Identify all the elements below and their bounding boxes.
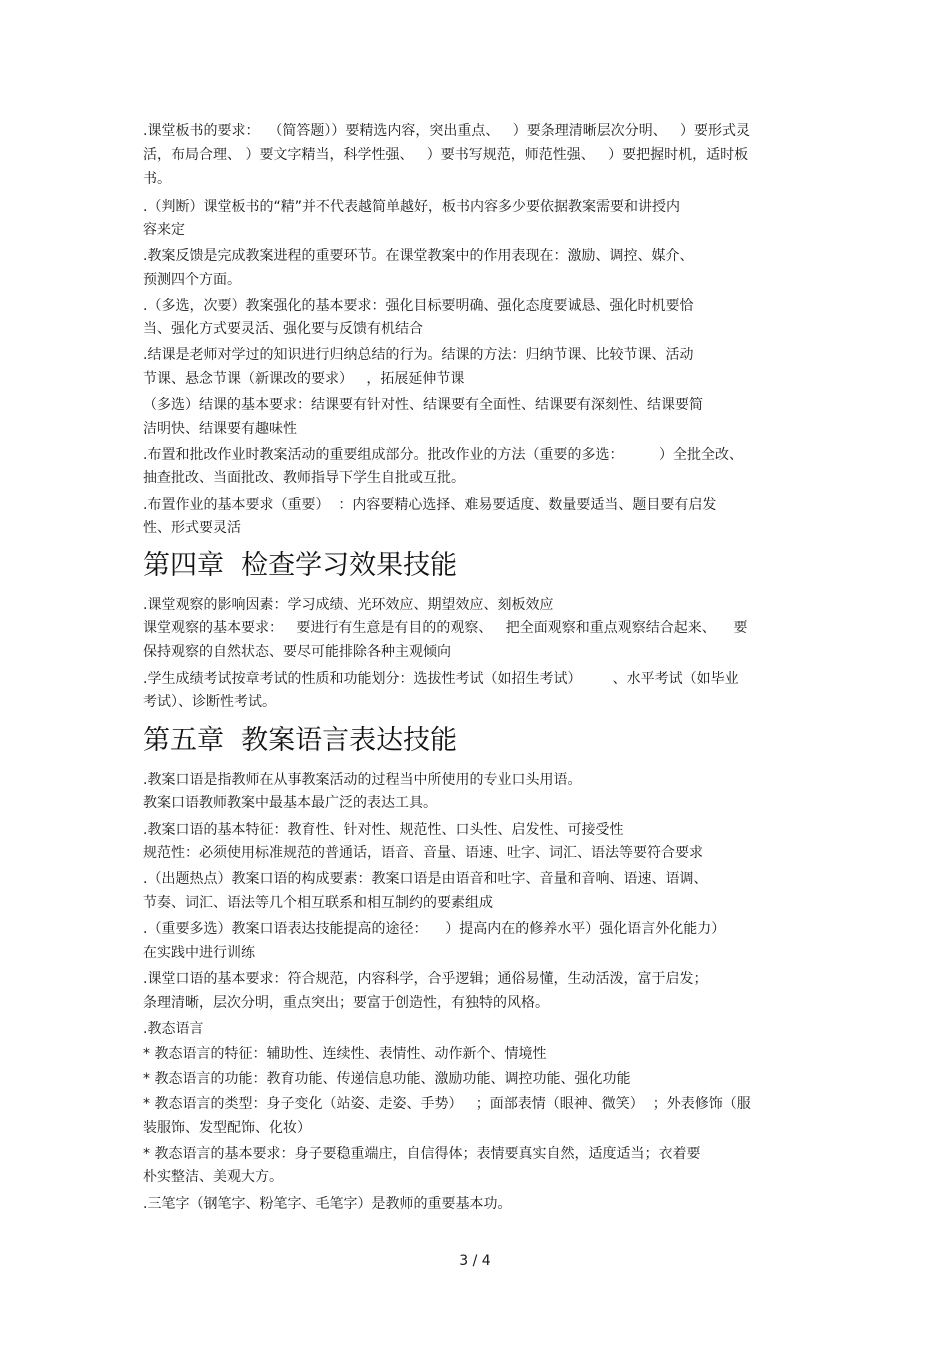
text-line: 朴实整洁、美观大方。 <box>143 1169 283 1185</box>
text-line: .结课是老师对学过的知识进行归纳总结的行为。结课的方法：归纳节课、比较节课、活动 <box>143 347 694 363</box>
text-line: .（判断）课堂板书的“精”并不代表越简单越好，板书内容多少要依据教案需要和讲授内 <box>143 199 680 215</box>
text-line: 活，布局合理、 ）要文字精当，科学性强、 ）要书写规范，师范性强、 ）要把握时机，适时板 <box>143 147 749 163</box>
text-line: .课堂口语的基本要求：符合规范，内容科学，合乎逻辑；通俗易懂，生动活泼，富于启发； <box>143 971 708 987</box>
text-line: 条理清晰，层次分明，重点突出；要富于创造性，有独特的风格。 <box>143 995 549 1011</box>
text-line: 装服饰、发型配饰、化妆） <box>143 1120 311 1136</box>
text-line: 保持观察的自然状态、要尽可能排除各种主观倾向 <box>143 644 451 660</box>
text-line: .教案反馈是完成教案进程的重要环节。在课堂教案中的作用表现在：激励、调控、媒介、 <box>143 248 694 264</box>
text-line: 课堂观察的基本要求： 要进行有生意是有目的的观察、 把全面观察和重点观察结合起来、 要 <box>143 620 748 636</box>
text-line: 节奏、词汇、语法等几个相互联系和相互制约的要素组成 <box>143 895 493 911</box>
text-line: .布置和批改作业时教案活动的重要组成部分。批改作业的方法（重要的多选： ）全批全改、 <box>143 447 744 463</box>
text-line: * 教态语言的特征：辅助性、连续性、表情性、动作新个、情境性 <box>143 1046 547 1062</box>
text-line: .课堂板书的要求： （简答题））要精选内容，突出重点、 ）要条理清晰层次分明、 ）要形式灵 <box>143 123 751 139</box>
text-line: 规范性：必须使用标准规范的普通话，语音、音量、语速、吐字、词汇、语法等要符合要求 <box>143 845 703 861</box>
text-line: 抽查批改、当面批改、教师指导下学生自批或互批。 <box>143 470 465 486</box>
text-line: 当、强化方式要灵活、强化要与反馈有机结合 <box>143 321 423 337</box>
text-line: 洁明快、结课要有趣味性 <box>143 421 297 437</box>
chapter-heading: 第五章 教案语言表达技能 <box>143 725 458 756</box>
text-line: .课堂观察的影响因素：学习成绩、光环效应、期望效应、刻板效应 <box>143 597 554 613</box>
text-line: * 教态语言的功能：教育功能、传递信息功能、激励功能、调控功能、强化功能 <box>143 1071 631 1087</box>
text-line: .（多选，次要）教案强化的基本要求：强化目标要明确、强化态度要诚恳、强化时机要恰 <box>143 298 694 314</box>
text-line: 预测四个方面。 <box>143 272 241 288</box>
text-line: 容来定 <box>143 222 185 238</box>
text-line: （多选）结课的基本要求：结课要有针对性、结课要有全面性、结课要有深刻性、结课要简 <box>143 397 703 413</box>
text-line: .教态语言 <box>143 1021 204 1037</box>
page-number: 3 / 4 <box>459 1253 491 1269</box>
text-line: 性、形式要灵活 <box>143 520 241 536</box>
text-line: .布置作业的基本要求（重要） ：内容要精心选择、难易要适度、数量要适当、题目要有启发 <box>143 497 717 513</box>
text-line: .（重要多选）教案口语表达技能提高的途径： ）提高内在的修养水平）强化语言外化能力） <box>143 921 726 937</box>
text-line: .教案口语的基本特征：教育性、针对性、规范性、口头性、启发性、可接受性 <box>143 822 624 838</box>
text-line: 教案口语教师教案中最基本最广泛的表达工具。 <box>143 795 437 811</box>
text-line: 在实践中进行训练 <box>143 945 255 961</box>
text-line: 考试）、诊断性考试。 <box>143 694 276 710</box>
text-line: .（出题热点）教案口语的构成要素：教案口语是由语音和吐字、音量和音响、语速、语调、 <box>143 871 708 887</box>
text-line: .教案口语是指教师在从事教案活动的过程当中所使用的专业口头用语。 <box>143 772 582 788</box>
text-line: * 教态语言的类型：身子变化（站姿、走姿、手势） ；面部表情（眼神、微笑） ；外表修饰（服 <box>143 1096 751 1112</box>
text-line: 书。 <box>143 171 171 187</box>
text-line: * 教态语言的基本要求：身子要稳重端庄，自信得体；表情要真实自然，适度适当；衣着要 <box>143 1146 701 1162</box>
text-line: .三笔字（钢笔字、粉笔字、毛笔字）是教师的重要基本功。 <box>143 1196 512 1212</box>
text-line: .学生成绩考试按章考试的性质和功能划分：选拔性考试（如招生考试） 、水平考试（如毕业 <box>143 671 739 687</box>
text-line: 节课、悬念节课（新课改的要求） ，拓展延伸节课 <box>143 371 465 387</box>
chapter-heading: 第四章 检查学习效果技能 <box>143 550 458 581</box>
